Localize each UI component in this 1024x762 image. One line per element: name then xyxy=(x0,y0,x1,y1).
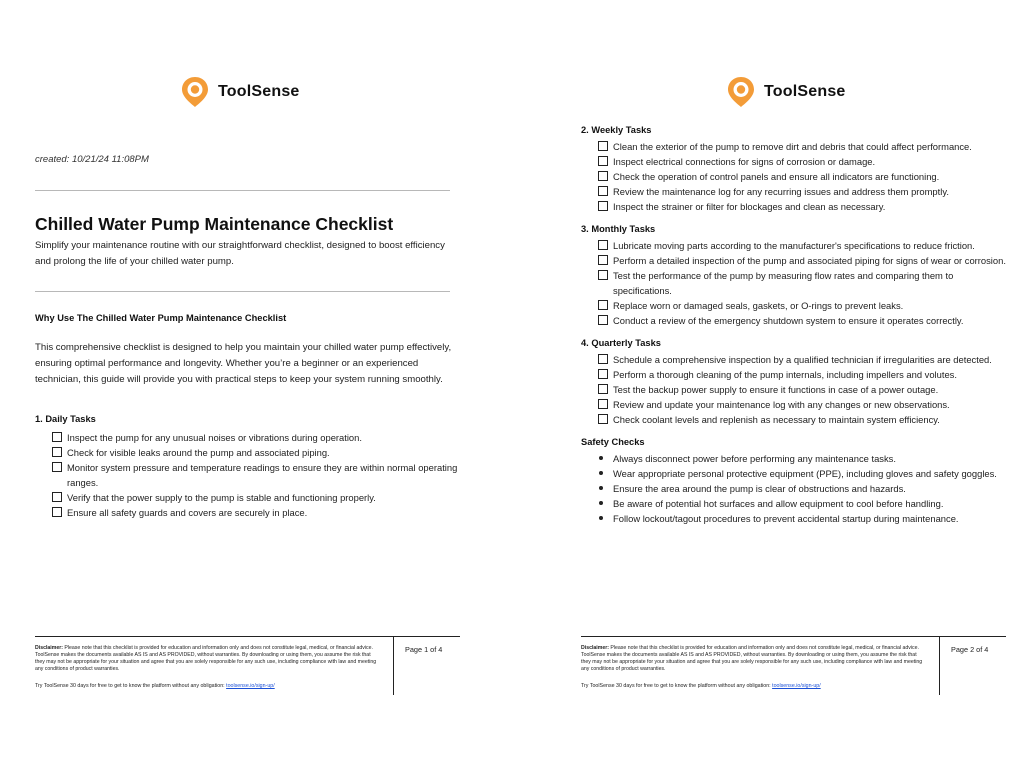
checkbox[interactable] xyxy=(598,270,608,280)
daily-checklist xyxy=(35,430,465,520)
monthly-checklist xyxy=(581,238,1006,328)
checklist-item: Test the backup power supply to ensure it functions in case of a power outage. xyxy=(581,382,1006,397)
checkbox[interactable] xyxy=(52,492,62,502)
signup-link[interactable]: toolsense.io/sign-up/ xyxy=(772,683,821,689)
checklist-item: Schedule a comprehensive inspection by a qualified technician if irregularities are detected. xyxy=(581,352,1006,367)
checkbox[interactable] xyxy=(598,141,608,151)
divider xyxy=(35,291,450,292)
trial-note: Try ToolSense 30 days for free to get to know the platform without any obligation: toolsense.io/sign-up/ xyxy=(35,683,275,689)
section-heading: 4. Quarterly Tasks xyxy=(581,338,661,348)
page-footer xyxy=(581,636,1006,695)
location-pin-logo-icon xyxy=(180,75,210,109)
checkbox[interactable] xyxy=(598,369,608,379)
location-pin-logo-icon xyxy=(726,75,756,109)
checklist-item: Check the operation of control panels and ensure all indicators are functioning. xyxy=(581,169,1006,184)
bullet-icon xyxy=(599,456,603,460)
disclaimer: Disclaimer: Please note that this checklist is provided for education and information only and does not constitute legal, medical, or financial advice. ToolSense makes the documents available AS IS and AS PROVIDED, without warranties. By downloading or using them, you assume the risk that they may not be appropriate for your situation and agree that you are solely responsible for any such use, including compliance with law and meeting any conditions of product warranties. xyxy=(35,645,377,672)
monthly-tasks-section xyxy=(581,224,1006,328)
bullet-icon xyxy=(599,471,603,475)
page-footer xyxy=(35,636,460,695)
checklist-item: Inspect the pump for any unusual noises or vibrations during operation. xyxy=(35,430,465,445)
page-2 xyxy=(576,0,1024,762)
checklist-item: Inspect the strainer or filter for blockages and clean as necessary. xyxy=(581,199,1006,214)
checkbox[interactable] xyxy=(598,315,608,325)
checkbox[interactable] xyxy=(598,255,608,265)
checkbox[interactable] xyxy=(598,414,608,424)
bullet-item: Always disconnect power before performing any maintenance tasks. xyxy=(581,451,1006,466)
why-heading: Why Use The Chilled Water Pump Maintenance Checklist xyxy=(35,313,287,323)
section-heading: 2. Weekly Tasks xyxy=(581,125,652,135)
section-heading: Safety Checks xyxy=(581,437,645,447)
weekly-checklist xyxy=(581,139,1006,214)
section-heading: 1. Daily Tasks xyxy=(35,414,96,424)
checklist-item: Check coolant levels and replenish as necessary to maintain system efficiency. xyxy=(581,412,1006,427)
page-number: Page 2 of 4 xyxy=(951,645,989,654)
checkbox[interactable] xyxy=(52,507,62,517)
bullet-item: Wear appropriate personal protective equipment (PPE), including gloves and safety goggles. xyxy=(581,466,1006,481)
checklist-item: Verify that the power supply to the pump is stable and functioning properly. xyxy=(35,490,465,505)
bullet-item: Ensure the area around the pump is clear of obstructions and hazards. xyxy=(581,481,1006,496)
toolsense-logo xyxy=(180,74,300,110)
trial-note: Try ToolSense 30 days for free to get to know the platform without any obligation: toolsense.io/sign-up/ xyxy=(581,683,821,689)
checkbox[interactable] xyxy=(598,171,608,181)
checklist-item: Review the maintenance log for any recurring issues and address them promptly. xyxy=(581,184,1006,199)
bullet-item: Be aware of potential hot surfaces and allow equipment to cool before handling. xyxy=(581,496,1006,511)
created-timestamp: created: 10/21/24 11:08PM xyxy=(35,154,149,165)
safety-list xyxy=(581,451,1006,526)
checkbox[interactable] xyxy=(598,240,608,250)
checkbox[interactable] xyxy=(52,432,62,442)
checklist-item: Monitor system pressure and temperature readings to ensure they are within normal operating ranges. xyxy=(35,460,465,490)
checkbox[interactable] xyxy=(598,156,608,166)
checkbox[interactable] xyxy=(598,399,608,409)
checklist-item: Review and update your maintenance log with any changes or new observations. xyxy=(581,397,1006,412)
page-2-content xyxy=(581,125,1006,536)
footer-separator xyxy=(393,637,394,695)
weekly-tasks-section xyxy=(581,125,1006,214)
checkbox[interactable] xyxy=(52,447,62,457)
safety-checks-section xyxy=(581,437,1006,526)
footer-separator xyxy=(939,637,940,695)
checkbox[interactable] xyxy=(598,186,608,196)
checklist-item: Perform a thorough cleaning of the pump internals, including impellers and volutes. xyxy=(581,367,1006,382)
checklist-item: Check for visible leaks around the pump and associated piping. xyxy=(35,445,465,460)
checklist-item: Lubricate moving parts according to the manufacturer's specifications to reduce friction. xyxy=(581,238,1006,253)
bullet-icon xyxy=(599,516,603,520)
checklist-item: Test the performance of the pump by measuring flow rates and comparing them to specifications. xyxy=(581,268,1006,298)
daily-tasks-section xyxy=(35,414,465,520)
signup-link[interactable]: toolsense.io/sign-up/ xyxy=(226,683,275,689)
checklist-item: Ensure all safety guards and covers are securely in place. xyxy=(35,505,465,520)
brand-name: ToolSense xyxy=(218,83,300,100)
section-heading: 3. Monthly Tasks xyxy=(581,224,656,234)
checklist-item: Clean the exterior of the pump to remove dirt and debris that could affect performance. xyxy=(581,139,1006,154)
quarterly-checklist xyxy=(581,352,1006,427)
brand-name: ToolSense xyxy=(764,83,846,100)
disclaimer: Disclaimer: Please note that this checklist is provided for education and information only and does not constitute legal, medical, or financial advice. ToolSense makes the documents available AS IS and AS PROVIDED, without warranties. By downloading or using them, you assume the risk that they may not be appropriate for your situation and agree that you are solely responsible for any such use, including compliance with law and meeting any conditions of product warranties. xyxy=(581,645,923,672)
checklist-item: Inspect electrical connections for signs of corrosion or damage. xyxy=(581,154,1006,169)
checkbox[interactable] xyxy=(598,201,608,211)
toolsense-logo xyxy=(726,74,846,110)
bullet-icon xyxy=(599,501,603,505)
checkbox[interactable] xyxy=(52,462,62,472)
checkbox[interactable] xyxy=(598,384,608,394)
page-1 xyxy=(30,0,500,762)
intro-paragraph: Simplify your maintenance routine with our straightforward checklist, designed to boost efficiency and prolong the life of your chilled water pump. xyxy=(35,240,445,267)
quarterly-tasks-section xyxy=(581,338,1006,427)
checkbox[interactable] xyxy=(598,300,608,310)
checklist-item: Replace worn or damaged seals, gaskets, or O-rings to prevent leaks. xyxy=(581,298,1006,313)
document-title: Chilled Water Pump Maintenance Checklist xyxy=(35,214,394,234)
why-paragraph: This comprehensive checklist is designed to help you maintain your chilled water pump effectively, ensuring optimal performance and longevity. Whether you’re a beginner or an experienced technician, this guide will provide you with practical steps to keep your system running smoothly. xyxy=(35,342,452,385)
checklist-item: Perform a detailed inspection of the pump and associated piping for signs of wear or corrosion. xyxy=(581,253,1006,268)
bullet-icon xyxy=(599,486,603,490)
checkbox[interactable] xyxy=(598,354,608,364)
divider xyxy=(35,190,450,191)
checklist-item: Conduct a review of the emergency shutdown system to ensure it operates correctly. xyxy=(581,313,1006,328)
page-number: Page 1 of 4 xyxy=(405,645,443,654)
bullet-item: Follow lockout/tagout procedures to prevent accidental startup during maintenance. xyxy=(581,511,1006,526)
